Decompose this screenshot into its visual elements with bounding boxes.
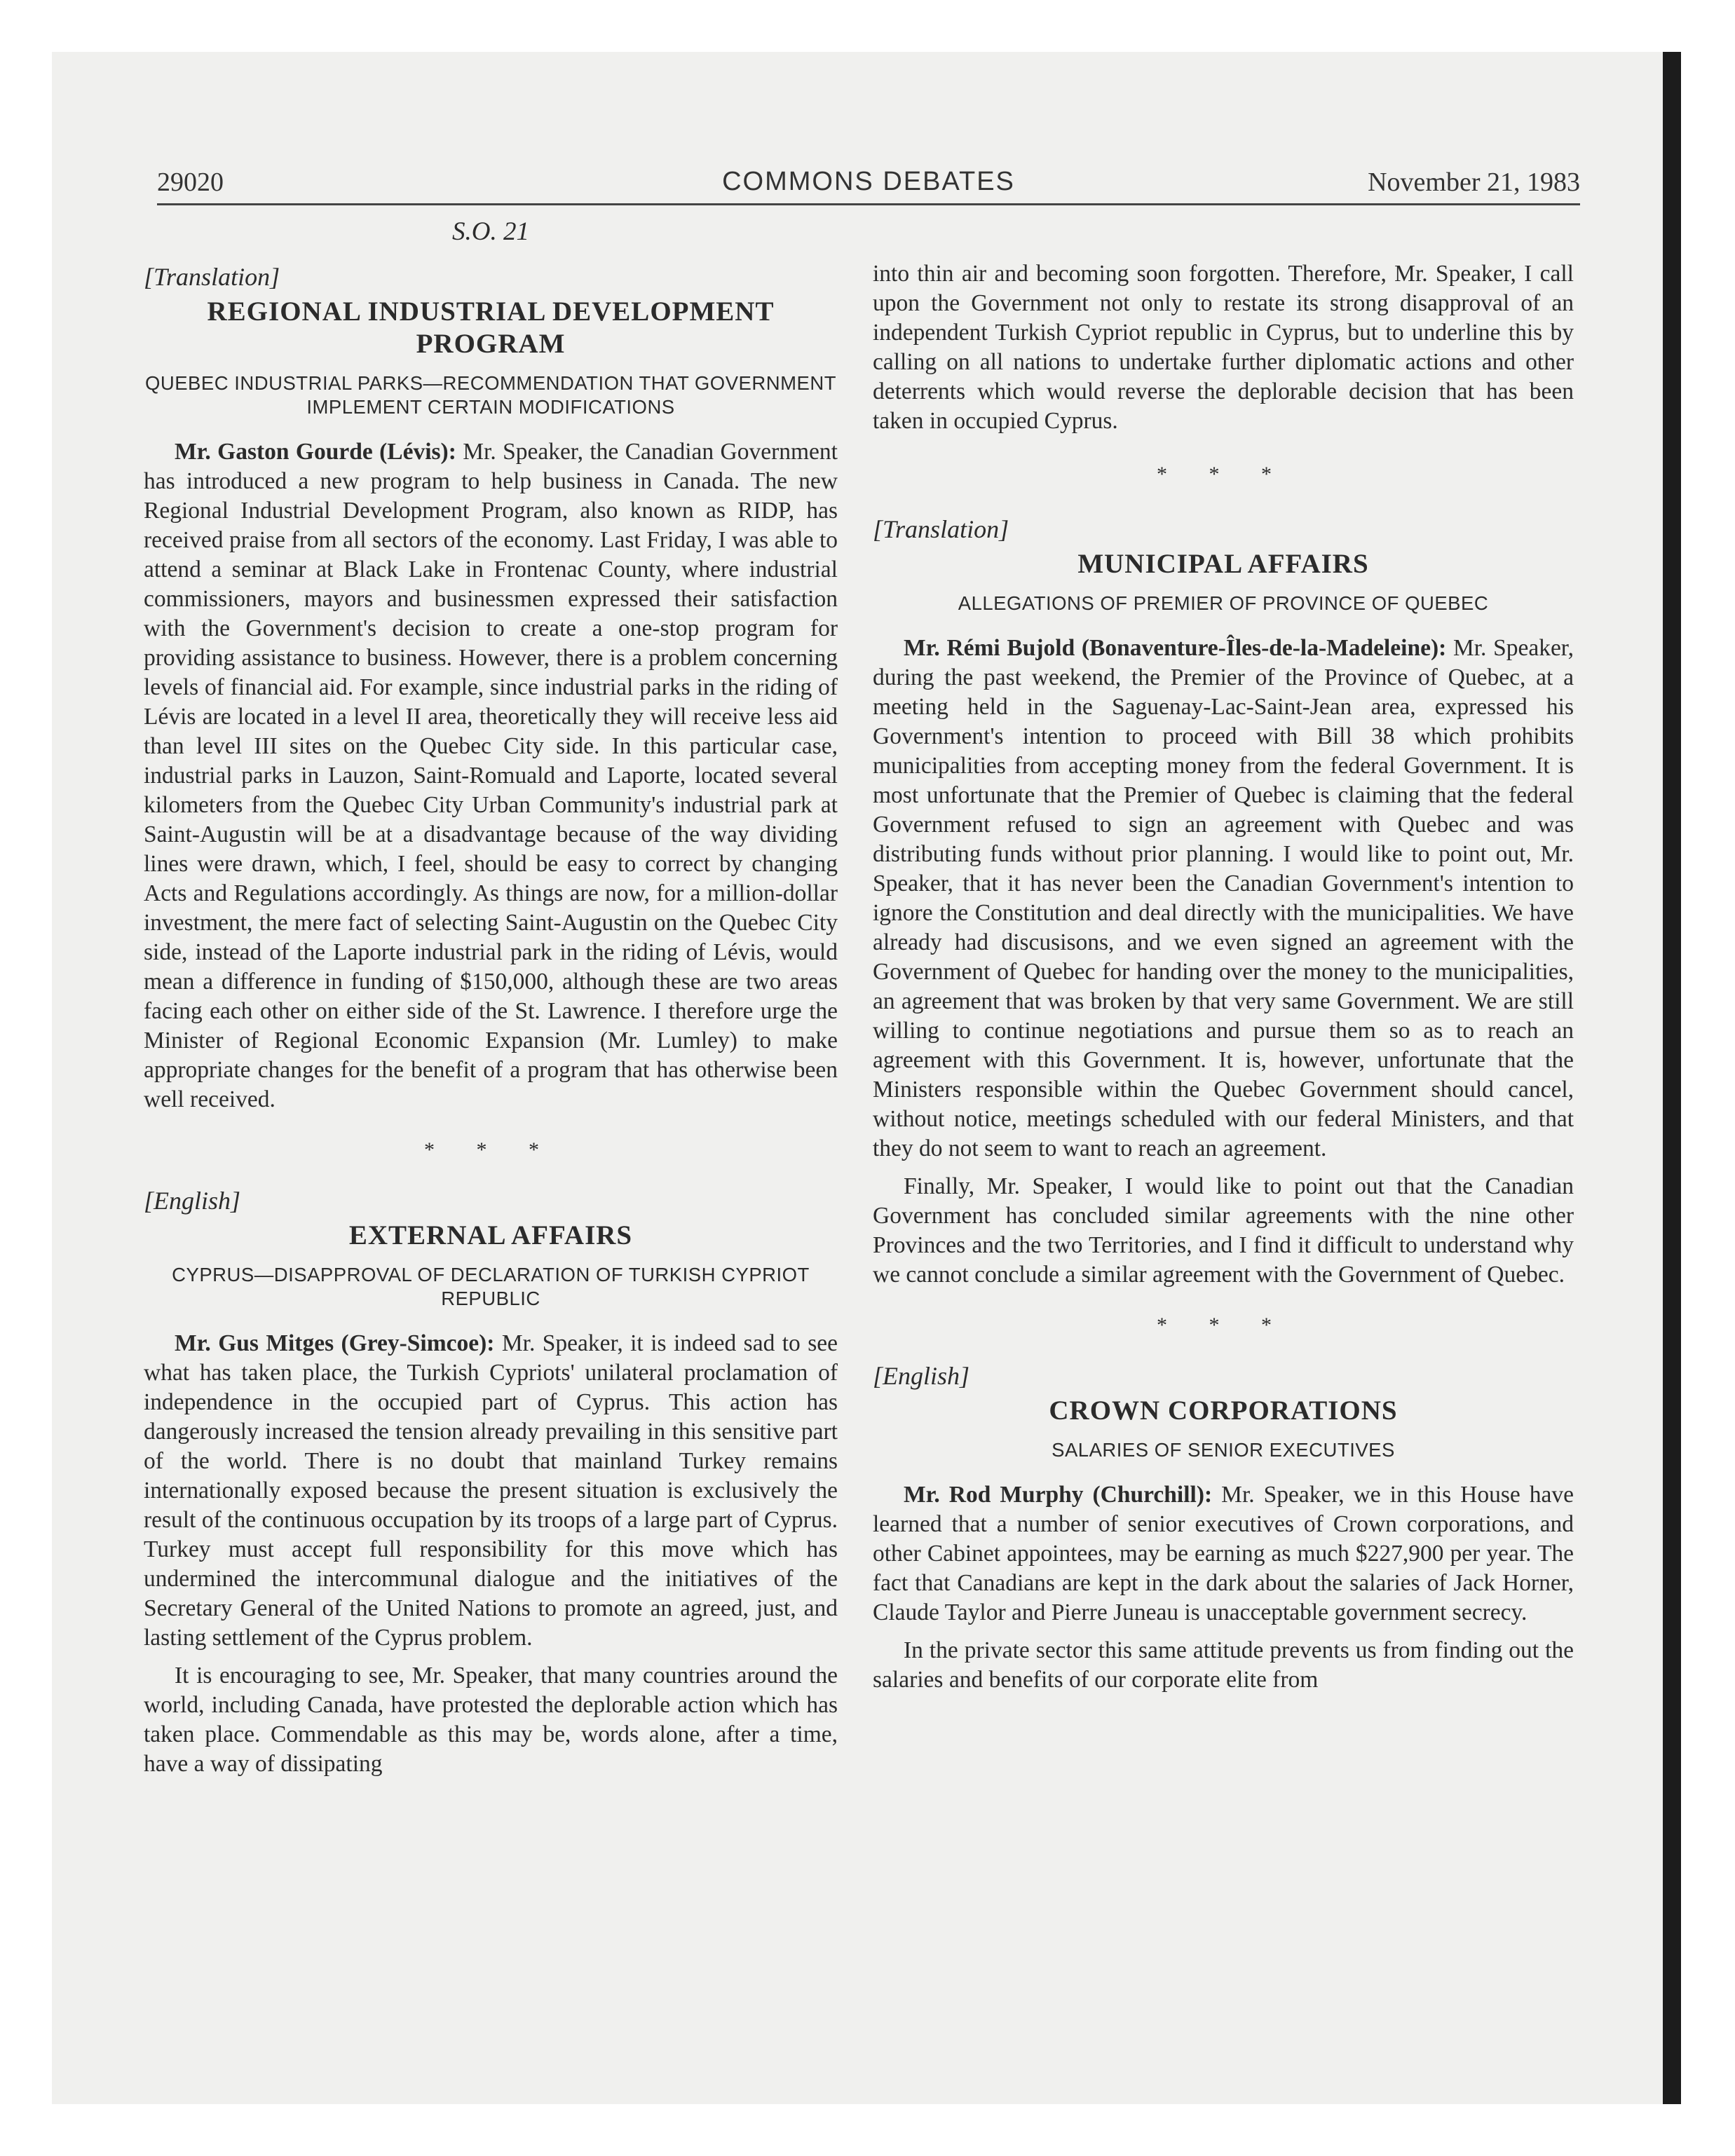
speech-text: Mr. Speaker, we in this House have learned that a number of senior executives of Crown corporations, and other Cabinet appointees, may be earning as much $227,900 per year. The fact that Canadians are kept in the dark about the salaries of Jack Horner, Claude Taylor and Pierre Juneau is unacceptable government secrecy. xyxy=(873,1482,1574,1625)
language-tag: [Translation] xyxy=(873,515,1009,543)
header-rule xyxy=(157,203,1580,205)
section-subheading: ALLEGATIONS OF PREMIER OF PROVINCE OF QUEBEC xyxy=(958,592,1489,614)
publication-date: November 21, 1983 xyxy=(1368,168,1580,197)
speech-paragraph xyxy=(873,634,1574,1164)
section-heading: REGIONAL INDUSTRIAL DEVELOPMENT PROGRAM xyxy=(207,296,775,359)
section-separator: * * * xyxy=(1157,1314,1290,1337)
right-column xyxy=(873,259,1574,1703)
standing-order-label: S.O. 21 xyxy=(452,217,529,246)
speaker-name: Mr. Gaston Gourde (Lévis): xyxy=(175,439,456,465)
speech-text: Mr. Speaker, during the past weekend, the Premier of the Province of Quebec, at a meeting held in the Saguenay-Lac-Saint-Jean area, expressed his Government's intention to proceed with Bill 38 which prohibits municipalities from accepting money from the federal Government. It is most unfortunate that the Premier of Quebec is claiming that the federal Government refused to sign an agreement with Quebec and was distributing funds without prior planning. I would like to point out, Mr. Speaker, that it has never been the Canadian Government's intention to ignore the Constitution and deal directly with the municipalities. We have already had discusisons, and we even signed an agreement with the Government of Quebec for handing over the money to the municipalities, an agreement that was broken by that very same Government. We are still willing to continue negotiations and pursue them so as to reach an agreement with this Government. It is, however, unfortunate that the Ministers responsible within the Quebec Government should cancel, without notice, meetings scheduled with our federal Ministers, and that they do not seem to want to reach an agreement. xyxy=(873,635,1574,1161)
section-separator: * * * xyxy=(424,1138,557,1161)
speech-paragraph xyxy=(144,1329,838,1653)
scan-edge-shadow xyxy=(1663,52,1681,2104)
section-subheading: QUEBEC INDUSTRIAL PARKS—RECOMMENDATION THAT GOVERNMENT IMPLEMENT CERTAIN MODIFICATIONS xyxy=(144,372,837,418)
speaker-name: Mr. Rémi Bujold (Bonaventure-Îles-de-la-Madeleine): xyxy=(904,635,1447,661)
speech-paragraph: It is encouraging to see, Mr. Speaker, that many countries around the world, including Canada, have protested the deplorable action which has taken place. Commendable as this may be, words alone, after a time, have a way of dissipating xyxy=(144,1663,838,1777)
language-tag: [English] xyxy=(144,1187,241,1215)
section-separator: * * * xyxy=(1157,463,1290,486)
speaker-name: Mr. Gus Mitges (Grey-Simcoe): xyxy=(175,1330,495,1356)
speech-text: Mr. Speaker, it is indeed sad to see what has taken place, the Turkish Cypriots' unilateral proclamation of independence in the occupied part of Cyprus. This action has dangerously increased the tension already prevailing in this sensitive part of the world. There is no doubt that mainland Turkey remains internationally exposed because the present situation is exclusively the result of the continuous occupation by its troops of a large part of Cyprus. Turkey must accept full responsibility for this move which has undermined the intercommunal dialogue and the initiatives of the Secretary General of the United Nations to promote an agreed, just, and lasting settlement of the Cyprus problem. xyxy=(144,1330,838,1651)
left-column xyxy=(144,217,838,1787)
section-subheading: SALARIES OF SENIOR EXECUTIVES xyxy=(1052,1439,1395,1461)
speech-text: Mr. Speaker, the Canadian Government has introduced a new program to help business in Canada. The new Regional Industrial Development Program, also known as RIDP, has received praise from all sectors of the economy. Last Friday, I was able to attend a seminar at Black Lake in Frontenac County, where industrial commissioners, mayors and businessmen expressed their satisfaction with the Government's decision to create a one-stop program for providing assistance to business. However, there is a problem concerning levels of financial aid. For example, since industrial parks in the riding of Lévis are located in a level II area, theoretically they will receive less aid than level III sites on the Quebec City side. In this particular case, industrial parks in Lauzon, Saint-Romuald and Laporte, located several kilometers from the Quebec City Urban Community's industrial park at Saint-Augustin will be at a disadvantage because of the way dividing lines were drawn, which, I feel, should be easy to correct by changing Acts and Regulations accordingly. As things are now, for a million-dollar investment, the mere fact of selecting Saint-Augustin on the Quebec City side, instead of the Laporte industrial park in the riding of Lévis, would mean a difference in funding of $150,000, although these are two areas facing each other on either side of the St. Lawrence. I therefore urge the Minister of Regional Economic Expansion (Mr. Lumley) to make appropriate changes for the benefit of a program that has otherwise been well received. xyxy=(144,439,838,1112)
section-heading: CROWN CORPORATIONS xyxy=(1049,1396,1398,1426)
language-tag: [English] xyxy=(873,1362,970,1390)
speech-paragraph xyxy=(873,1480,1574,1628)
speech-paragraph: In the private sector this same attitude prevents us from finding out the salaries and benefits of our corporate elite from xyxy=(873,1637,1574,1693)
section-subheading: CYPRUS—DISAPPROVAL OF DECLARATION OF TURKISH CYPRIOT REPUBLIC xyxy=(172,1264,810,1309)
section-heading: EXTERNAL AFFAIRS xyxy=(348,1220,633,1250)
speech-paragraph: Finally, Mr. Speaker, I would like to point out that the Canadian Government has concluded similar agreements with the nine other Provinces and the two Territories, and I find it difficult to understand why we cannot conclude a similar agreement with the Government of Quebec. xyxy=(873,1173,1574,1288)
publication-title: COMMONS DEBATES xyxy=(722,167,1015,196)
section-heading: MUNICIPAL AFFAIRS xyxy=(1077,549,1369,579)
continued-paragraph: into thin air and becoming soon forgotten. Therefore, Mr. Speaker, I call upon the Government not only to restate its strong disapproval of an independent Turkish Cypriot republic in Cyprus, but to underline this by calling on all nations to undertake further diplomatic actions and other deterrents which would reverse the deplorable decision that has been taken in occupied Cyprus. xyxy=(873,261,1574,434)
language-tag: [Translation] xyxy=(144,263,280,291)
page-header xyxy=(157,167,1580,209)
page-number: 29020 xyxy=(157,168,224,197)
speaker-name: Mr. Rod Murphy (Churchill): xyxy=(904,1482,1213,1508)
speech-paragraph xyxy=(144,437,838,1114)
